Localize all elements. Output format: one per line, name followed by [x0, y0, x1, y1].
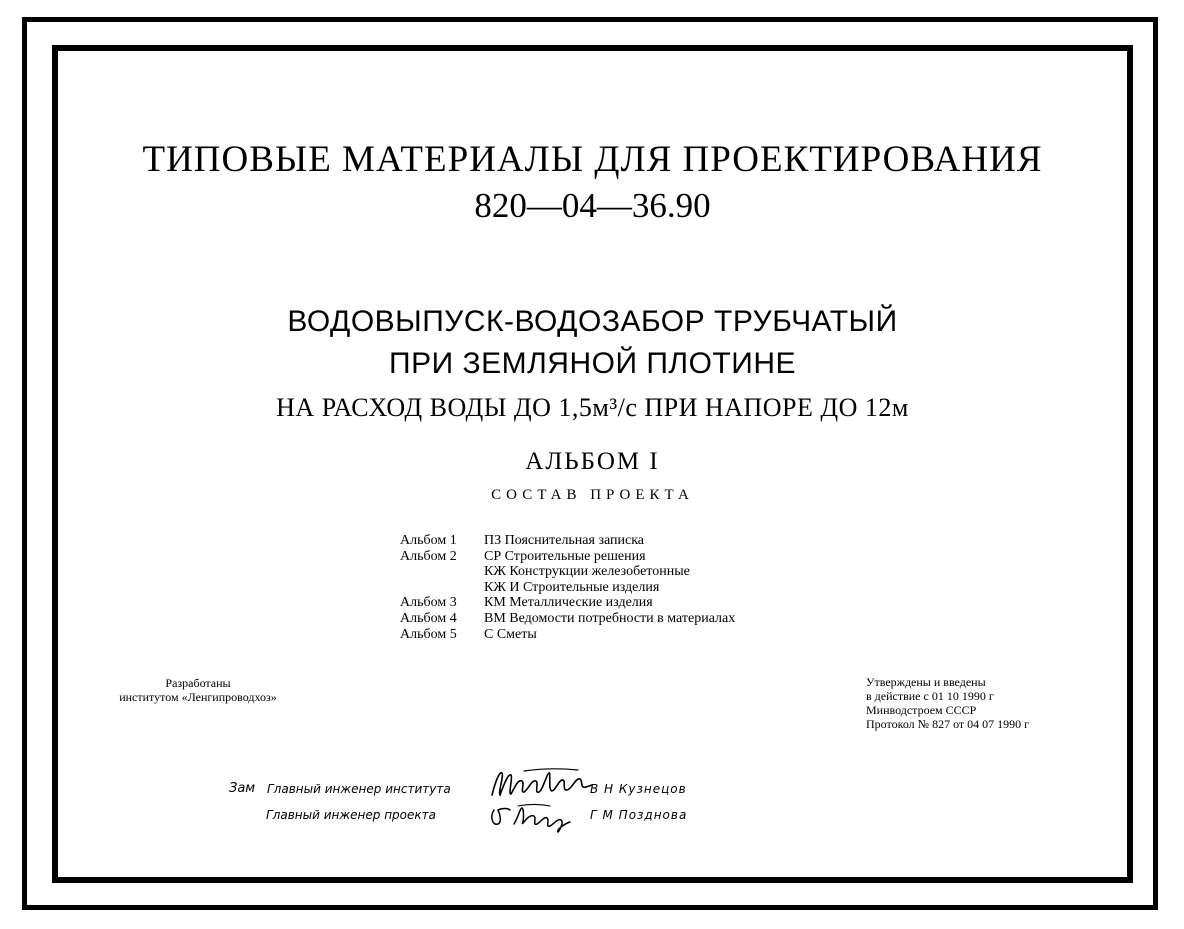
contents-text: ВМ Ведомости потребности в материалах	[484, 610, 736, 626]
developer-line1: Разработаны	[165, 676, 231, 690]
object-title-line2: ПРИ ЗЕМЛЯНОЙ ПЛОТИНЕ	[389, 347, 796, 380]
chief-engineer-institute-label: Главный инженер института	[267, 782, 451, 796]
approval-line2: в действие с 01 10 1990 г	[866, 689, 994, 703]
contents-row	[400, 533, 735, 549]
contents-row	[400, 564, 735, 580]
name-pozdnova: Г М Позднова	[590, 808, 688, 822]
contents-row	[400, 627, 735, 643]
approval-line4: Протокол № 827 от 04 07 1990 г	[866, 717, 1030, 731]
object-title-line3: НА РАСХОД ВОДЫ ДО 1,5м³/с ПРИ НАПОРЕ ДО 12м	[276, 393, 909, 422]
signature-pozdnova	[488, 800, 578, 834]
object-title-line1: ВОДОВЫПУСК-ВОДОЗАБОР ТРУБЧАТЫЙ	[287, 305, 898, 338]
signature-kuznetsov	[488, 765, 596, 803]
contents-album	[400, 564, 484, 580]
name-kuznetsov: В Н Кузнецов	[590, 782, 687, 796]
contents-text: КЖ И Строительные изделия	[484, 579, 660, 595]
series-title: ТИПОВЫЕ МАТЕРИАЛЫ ДЛЯ ПРОЕКТИРОВАНИЯ	[142, 139, 1043, 180]
contents-album	[400, 580, 484, 596]
developer-block	[98, 676, 298, 704]
contents-album: Альбом 2	[400, 548, 457, 564]
contents-album: Альбом 1	[400, 533, 457, 548]
developer-line2: институтом «Ленгипроводхоз»	[119, 690, 277, 704]
contents-list	[400, 533, 735, 642]
contents-text: С Сметы	[484, 626, 537, 642]
series-code: 820—04—36.90	[474, 186, 711, 225]
contents-row	[400, 580, 735, 596]
contents-text: КЖ Конструкции железобетонные	[484, 564, 690, 580]
contents-row	[400, 549, 735, 565]
album-title: АЛЬБОМ I	[525, 448, 660, 475]
contents-row	[400, 595, 735, 611]
approval-line3: Минводстроем СССР	[866, 703, 977, 717]
contents-album: Альбом 4	[400, 610, 457, 626]
chief-engineer-project-label: Главный инженер проекта	[266, 808, 436, 822]
composition-heading: СОСТАВ ПРОЕКТА	[491, 487, 694, 503]
contents-album: Альбом 3	[400, 595, 457, 611]
approval-line1: Утверждены и введены	[866, 675, 986, 689]
contents-album: Альбом 5	[400, 626, 457, 642]
contents-text: ПЗ Пояснительная записка	[484, 533, 645, 548]
contents-row	[400, 611, 735, 627]
approval-block	[866, 675, 1029, 731]
contents-text: КМ Металлические изделия	[484, 595, 653, 611]
deputy-prefix: Зам	[229, 781, 256, 796]
contents-text: СР Строительные решения	[484, 548, 646, 564]
